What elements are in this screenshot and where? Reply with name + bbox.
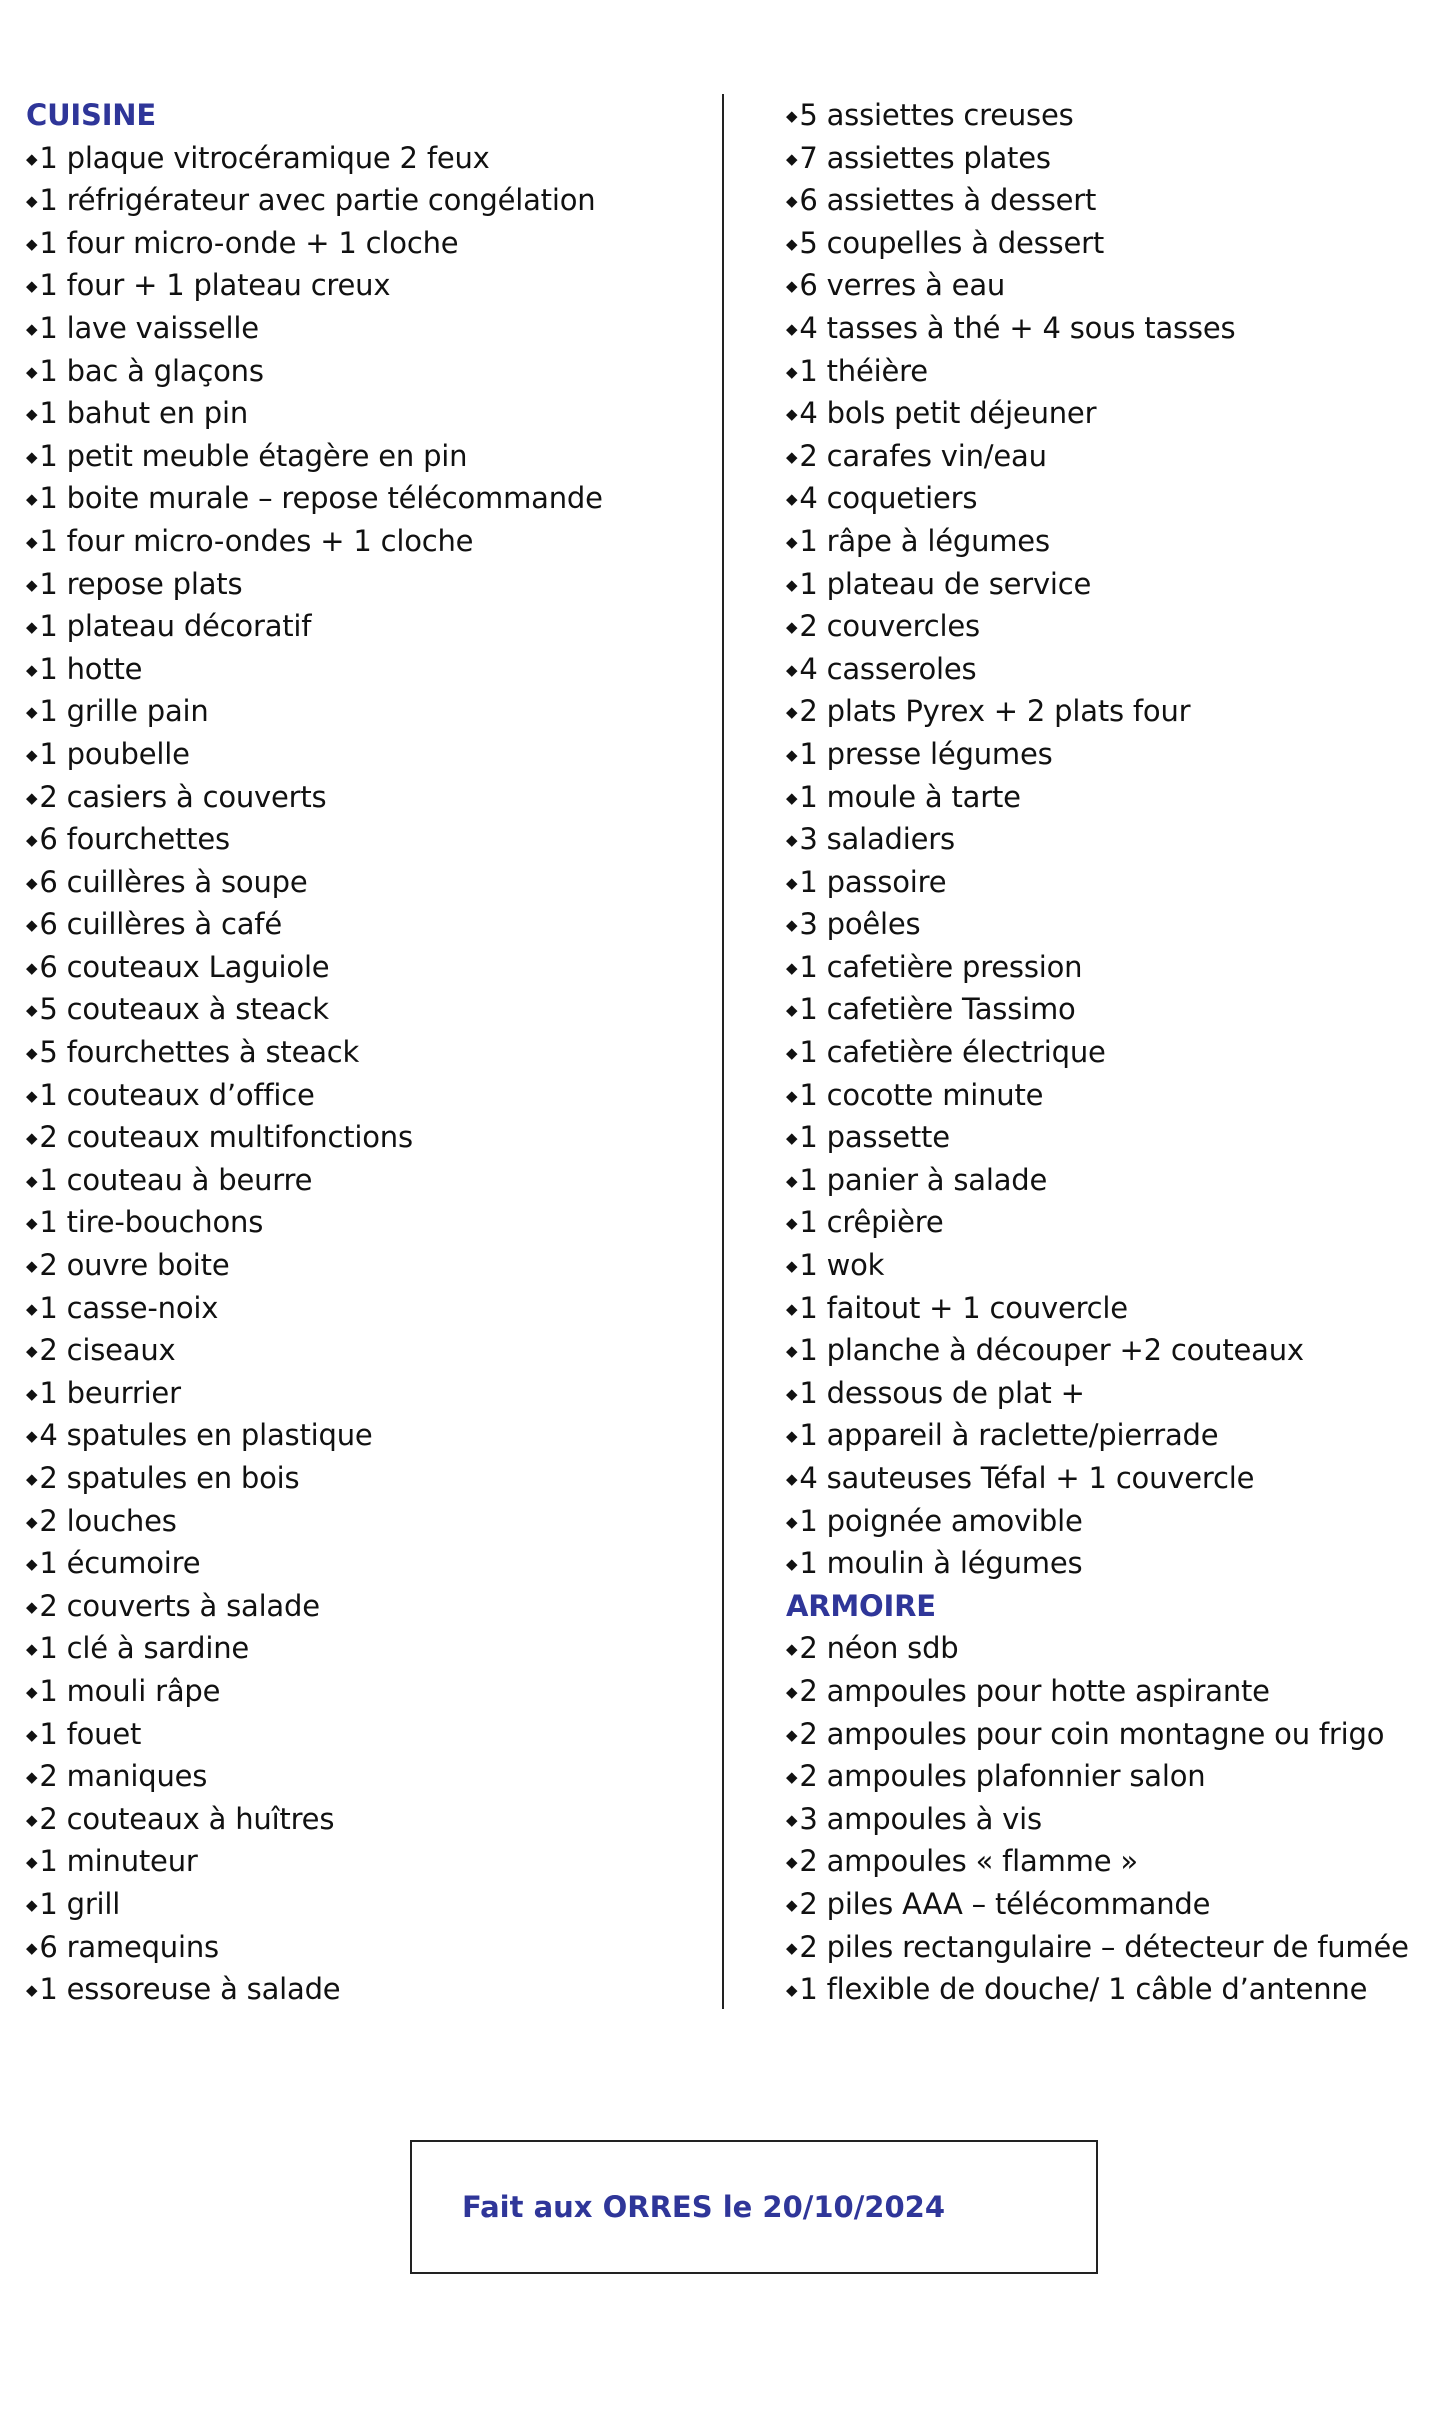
diamond-bullet-icon: ◆ bbox=[786, 149, 798, 168]
diamond-bullet-icon: ◆ bbox=[786, 745, 798, 764]
diamond-bullet-icon: ◆ bbox=[786, 1938, 798, 1957]
list-item bbox=[26, 477, 706, 520]
diamond-bullet-icon: ◆ bbox=[26, 277, 38, 296]
list-item-label: 2 ouvre boite bbox=[39, 1248, 230, 1283]
list-item bbox=[26, 1372, 706, 1415]
diamond-bullet-icon: ◆ bbox=[26, 1682, 38, 1701]
list-item-label: 1 bahut en pin bbox=[39, 396, 249, 431]
list-item bbox=[786, 1670, 1440, 1713]
list-item-label: 2 piles AAA – télécommande bbox=[799, 1886, 1211, 1921]
diamond-bullet-icon: ◆ bbox=[786, 192, 798, 211]
left-column bbox=[26, 94, 706, 2011]
list-item bbox=[26, 1798, 706, 1841]
diamond-bullet-icon: ◆ bbox=[26, 1981, 38, 2000]
list-item bbox=[26, 1926, 706, 1969]
list-item-label: 1 appareil à raclette/pierrade bbox=[799, 1418, 1219, 1453]
list-item bbox=[26, 1627, 706, 1670]
diamond-bullet-icon: ◆ bbox=[786, 447, 798, 466]
list-item bbox=[26, 1883, 706, 1926]
list-item-label: 1 mouli râpe bbox=[39, 1673, 221, 1708]
list-item-label: 5 coupelles à dessert bbox=[799, 225, 1105, 260]
list-item-label: 2 ampoules « flamme » bbox=[799, 1844, 1138, 1879]
list-item-label: 4 casseroles bbox=[799, 651, 977, 686]
column-divider bbox=[722, 94, 724, 2009]
list-item-label: 3 poêles bbox=[799, 907, 921, 942]
list-item-label: 6 couteaux Laguiole bbox=[39, 949, 330, 984]
diamond-bullet-icon: ◆ bbox=[26, 447, 38, 466]
diamond-bullet-icon: ◆ bbox=[786, 788, 798, 807]
diamond-bullet-icon: ◆ bbox=[26, 1044, 38, 1063]
list-item bbox=[786, 350, 1440, 393]
list-item bbox=[26, 1287, 706, 1330]
diamond-bullet-icon: ◆ bbox=[26, 1214, 38, 1233]
list-item-label: 4 bols petit déjeuner bbox=[799, 396, 1097, 431]
list-item bbox=[786, 264, 1440, 307]
diamond-bullet-icon: ◆ bbox=[26, 1384, 38, 1403]
list-item-label: 1 cafetière pression bbox=[799, 949, 1083, 984]
list-item bbox=[786, 733, 1440, 776]
diamond-bullet-icon: ◆ bbox=[786, 319, 798, 338]
list-item-label: 1 beurrier bbox=[39, 1375, 181, 1410]
diamond-bullet-icon: ◆ bbox=[26, 1086, 38, 1105]
list-item bbox=[26, 861, 706, 904]
diamond-bullet-icon: ◆ bbox=[786, 234, 798, 253]
list-item-label: 4 sauteuses Téfal + 1 couvercle bbox=[799, 1461, 1255, 1495]
list-item-label: 5 couteaux à steack bbox=[39, 992, 329, 1027]
list-item bbox=[786, 1500, 1440, 1543]
list-item bbox=[786, 1414, 1440, 1457]
list-item bbox=[26, 222, 706, 265]
list-item bbox=[26, 1201, 706, 1244]
list-item bbox=[786, 1329, 1440, 1372]
list-item bbox=[786, 1244, 1440, 1287]
diamond-bullet-icon: ◆ bbox=[786, 1214, 798, 1233]
list-item bbox=[786, 1159, 1440, 1202]
list-item bbox=[26, 818, 706, 861]
diamond-bullet-icon: ◆ bbox=[26, 1938, 38, 1957]
list-item-label: 1 passette bbox=[799, 1120, 950, 1155]
diamond-bullet-icon: ◆ bbox=[26, 1895, 38, 1914]
diamond-bullet-icon: ◆ bbox=[26, 234, 38, 253]
diamond-bullet-icon: ◆ bbox=[786, 916, 798, 935]
list-item bbox=[26, 1329, 706, 1372]
list-item-label: 1 poignée amovible bbox=[799, 1503, 1083, 1538]
list-item-label: 1 réfrigérateur avec partie congélation bbox=[39, 183, 596, 218]
list-item bbox=[786, 222, 1440, 265]
list-item-label: 1 dessous de plat + bbox=[799, 1375, 1085, 1410]
list-item-label: 1 couteau à beurre bbox=[39, 1162, 313, 1197]
list-item bbox=[26, 137, 706, 180]
list-item-label: 1 planche à découper +2 couteaux bbox=[799, 1333, 1304, 1368]
diamond-bullet-icon: ◆ bbox=[786, 618, 798, 637]
list-item bbox=[786, 1287, 1440, 1330]
list-item-label: 3 ampoules à vis bbox=[799, 1801, 1042, 1836]
list-item-label: 2 plats Pyrex + 2 plats four bbox=[799, 694, 1191, 729]
diamond-bullet-icon: ◆ bbox=[786, 362, 798, 381]
diamond-bullet-icon: ◆ bbox=[26, 405, 38, 424]
list-item-label: 1 flexible de douche/ 1 câble d’antenne bbox=[799, 1972, 1368, 2007]
list-item-label: 2 couteaux multifonctions bbox=[39, 1120, 413, 1155]
list-item bbox=[786, 563, 1440, 606]
list-item-label: 1 râpe à légumes bbox=[799, 523, 1050, 558]
list-item bbox=[786, 1031, 1440, 1074]
section-heading-cuisine: CUISINE bbox=[26, 98, 156, 132]
list-item bbox=[26, 1755, 706, 1798]
list-item-label: 1 four micro-onde + 1 cloche bbox=[39, 225, 459, 260]
list-item bbox=[26, 1840, 706, 1883]
diamond-bullet-icon: ◆ bbox=[786, 575, 798, 594]
list-item bbox=[26, 946, 706, 989]
list-item bbox=[786, 988, 1440, 1031]
diamond-bullet-icon: ◆ bbox=[26, 1001, 38, 1020]
list-item-label: 1 casse-noix bbox=[39, 1290, 219, 1325]
list-item bbox=[786, 1542, 1440, 1585]
diamond-bullet-icon: ◆ bbox=[26, 1257, 38, 1276]
diamond-bullet-icon: ◆ bbox=[26, 149, 38, 168]
section-heading-armoire: ARMOIRE bbox=[786, 1588, 936, 1623]
list-item-label: 6 fourchettes bbox=[39, 822, 230, 857]
diamond-bullet-icon: ◆ bbox=[26, 788, 38, 807]
list-item bbox=[26, 1457, 706, 1500]
list-item-label: 2 couvercles bbox=[799, 609, 980, 644]
list-item bbox=[26, 1031, 706, 1074]
diamond-bullet-icon: ◆ bbox=[26, 1768, 38, 1787]
list-item-label: 5 fourchettes à steack bbox=[39, 1035, 360, 1070]
list-item bbox=[26, 307, 706, 350]
list-item bbox=[786, 1840, 1440, 1883]
list-item-label: 2 louches bbox=[39, 1503, 177, 1538]
list-item-label: 1 passoire bbox=[799, 864, 947, 899]
diamond-bullet-icon: ◆ bbox=[26, 1470, 38, 1488]
diamond-bullet-icon: ◆ bbox=[786, 873, 798, 892]
list-item bbox=[26, 350, 706, 393]
diamond-bullet-icon: ◆ bbox=[26, 1597, 38, 1616]
diamond-bullet-icon: ◆ bbox=[786, 1640, 798, 1659]
list-item-label: 1 four + 1 plateau creux bbox=[39, 268, 391, 303]
list-item-label: 4 coquetiers bbox=[799, 481, 978, 516]
diamond-bullet-icon: ◆ bbox=[26, 1640, 38, 1659]
list-item bbox=[786, 690, 1440, 733]
list-item bbox=[26, 690, 706, 733]
list-item bbox=[786, 520, 1440, 563]
footer-signature-line: Fait aux ORRES le 20/10/2024 bbox=[462, 2190, 946, 2224]
diamond-bullet-icon: ◆ bbox=[786, 1129, 798, 1148]
list-item-label: 2 casiers à couverts bbox=[39, 779, 327, 814]
list-item bbox=[786, 1074, 1440, 1117]
diamond-bullet-icon: ◆ bbox=[786, 1981, 798, 2000]
diamond-bullet-icon: ◆ bbox=[26, 1427, 38, 1446]
list-item-label: 1 petit meuble étagère en pin bbox=[39, 438, 468, 473]
list-item bbox=[26, 179, 706, 222]
list-item-label: 6 verres à eau bbox=[799, 268, 1006, 303]
list-item-label: 6 assiettes à dessert bbox=[799, 183, 1097, 218]
diamond-bullet-icon: ◆ bbox=[786, 660, 798, 679]
list-item-label: 1 couteaux d’office bbox=[39, 1077, 315, 1112]
list-item-label: 1 lave vaisselle bbox=[39, 310, 259, 345]
list-item bbox=[786, 1457, 1440, 1500]
list-item bbox=[786, 776, 1440, 819]
list-item-label: 1 écumoire bbox=[39, 1546, 201, 1581]
list-item bbox=[786, 137, 1440, 180]
list-item-label: 2 maniques bbox=[39, 1759, 208, 1794]
diamond-bullet-icon: ◆ bbox=[26, 1342, 38, 1361]
list-item bbox=[786, 1201, 1440, 1244]
list-item bbox=[26, 435, 706, 478]
list-item-label: 1 essoreuse à salade bbox=[39, 1972, 341, 2007]
list-item-label: 1 repose plats bbox=[39, 566, 243, 601]
list-item bbox=[26, 520, 706, 563]
list-item-label: 2 ciseaux bbox=[39, 1333, 176, 1368]
diamond-bullet-icon: ◆ bbox=[26, 958, 38, 977]
list-item bbox=[26, 1968, 706, 2011]
diamond-bullet-icon: ◆ bbox=[26, 1129, 38, 1148]
list-item-label: 1 plateau de service bbox=[799, 566, 1092, 601]
diamond-bullet-icon: ◆ bbox=[786, 1299, 798, 1318]
list-item bbox=[786, 1926, 1440, 1969]
diamond-bullet-icon: ◆ bbox=[26, 490, 38, 509]
diamond-bullet-icon: ◆ bbox=[26, 362, 38, 381]
list-item-label: 6 ramequins bbox=[39, 1929, 219, 1964]
diamond-bullet-icon: ◆ bbox=[786, 831, 798, 850]
list-item-label: 1 faitout + 1 couvercle bbox=[799, 1290, 1128, 1325]
list-item-label: 2 couverts à salade bbox=[39, 1588, 320, 1623]
diamond-bullet-icon: ◆ bbox=[26, 1853, 38, 1872]
list-item-label: 2 néon sdb bbox=[799, 1631, 959, 1666]
list-item bbox=[26, 605, 706, 648]
list-item bbox=[26, 648, 706, 691]
diamond-bullet-icon: ◆ bbox=[26, 192, 38, 211]
list-item-label: 1 four micro-ondes + 1 cloche bbox=[39, 523, 474, 558]
list-item bbox=[786, 861, 1440, 904]
list-item bbox=[786, 818, 1440, 861]
list-item bbox=[26, 264, 706, 307]
list-item bbox=[26, 903, 706, 946]
list-item bbox=[26, 1159, 706, 1202]
list-item bbox=[786, 94, 1440, 137]
diamond-bullet-icon: ◆ bbox=[26, 660, 38, 679]
list-item-label: 1 plateau décoratif bbox=[39, 609, 312, 644]
list-item-label: 2 piles rectangulaire – détecteur de fumée bbox=[799, 1929, 1409, 1964]
list-item bbox=[26, 1585, 706, 1628]
diamond-bullet-icon: ◆ bbox=[786, 1001, 798, 1020]
diamond-bullet-icon: ◆ bbox=[26, 831, 38, 850]
list-item-label: 4 tasses à thé + 4 sous tasses bbox=[799, 310, 1236, 345]
list-item-label: 1 poubelle bbox=[39, 736, 190, 771]
diamond-bullet-icon: ◆ bbox=[786, 1512, 798, 1531]
diamond-bullet-icon: ◆ bbox=[26, 1171, 38, 1190]
diamond-bullet-icon: ◆ bbox=[786, 277, 798, 296]
list-item bbox=[26, 1414, 706, 1457]
list-item-label: 1 moule à tarte bbox=[799, 779, 1021, 814]
list-item bbox=[26, 1670, 706, 1713]
list-item-label: 5 assiettes creuses bbox=[799, 98, 1074, 132]
list-item bbox=[26, 1116, 706, 1159]
list-item bbox=[26, 392, 706, 435]
list-item bbox=[26, 1500, 706, 1543]
list-item bbox=[786, 1713, 1440, 1756]
list-item-label: 1 plaque vitrocéramique 2 feux bbox=[39, 140, 490, 175]
list-item bbox=[786, 1968, 1440, 2011]
diamond-bullet-icon: ◆ bbox=[786, 703, 798, 722]
list-item bbox=[26, 1542, 706, 1585]
list-item bbox=[786, 1372, 1440, 1415]
diamond-bullet-icon: ◆ bbox=[786, 107, 798, 125]
list-item bbox=[786, 1798, 1440, 1841]
list-item-label: 2 carafes vin/eau bbox=[799, 438, 1047, 473]
list-item-label: 1 boite murale – repose télécommande bbox=[39, 481, 603, 516]
list-item bbox=[786, 307, 1440, 350]
list-item-label: 1 panier à salade bbox=[799, 1162, 1048, 1197]
list-item bbox=[26, 1713, 706, 1756]
list-item bbox=[786, 648, 1440, 691]
diamond-bullet-icon: ◆ bbox=[26, 1555, 38, 1574]
diamond-bullet-icon: ◆ bbox=[786, 1171, 798, 1190]
list-item bbox=[786, 1627, 1440, 1670]
diamond-bullet-icon: ◆ bbox=[786, 1768, 798, 1787]
list-item-label: 6 cuillères à café bbox=[39, 907, 282, 942]
diamond-bullet-icon: ◆ bbox=[26, 1512, 38, 1531]
list-item-label: 1 hotte bbox=[39, 651, 143, 686]
list-item bbox=[26, 1244, 706, 1287]
list-item-label: 1 minuteur bbox=[39, 1844, 198, 1879]
right-column bbox=[786, 94, 1440, 2011]
diamond-bullet-icon: ◆ bbox=[26, 916, 38, 935]
list-item-label: 1 cafetière électrique bbox=[799, 1035, 1106, 1070]
list-item bbox=[26, 733, 706, 776]
diamond-bullet-icon: ◆ bbox=[786, 1470, 798, 1488]
list-item bbox=[26, 776, 706, 819]
list-item-label: 3 saladiers bbox=[799, 822, 955, 857]
diamond-bullet-icon: ◆ bbox=[786, 1810, 798, 1829]
list-item-label: 1 grille pain bbox=[39, 694, 209, 729]
diamond-bullet-icon: ◆ bbox=[26, 575, 38, 594]
diamond-bullet-icon: ◆ bbox=[786, 1427, 798, 1446]
list-item-label: 6 cuillères à soupe bbox=[39, 864, 308, 899]
diamond-bullet-icon: ◆ bbox=[26, 1810, 38, 1829]
diamond-bullet-icon: ◆ bbox=[26, 1725, 38, 1744]
diamond-bullet-icon: ◆ bbox=[786, 1257, 798, 1276]
list-item bbox=[786, 435, 1440, 478]
list-item-label: 2 couteaux à huîtres bbox=[39, 1801, 335, 1836]
list-item-label: 2 spatules en bois bbox=[39, 1461, 300, 1495]
list-item-label: 1 théière bbox=[799, 353, 928, 388]
list-item-label: 1 fouet bbox=[39, 1716, 142, 1751]
diamond-bullet-icon: ◆ bbox=[26, 319, 38, 338]
list-item bbox=[26, 1074, 706, 1117]
list-item bbox=[786, 1755, 1440, 1798]
diamond-bullet-icon: ◆ bbox=[786, 1086, 798, 1105]
diamond-bullet-icon: ◆ bbox=[786, 405, 798, 424]
list-item-label: 7 assiettes plates bbox=[799, 140, 1051, 175]
list-item bbox=[786, 605, 1440, 648]
diamond-bullet-icon: ◆ bbox=[786, 1384, 798, 1403]
list-item-label: 4 spatules en plastique bbox=[39, 1418, 373, 1453]
diamond-bullet-icon: ◆ bbox=[786, 1853, 798, 1872]
diamond-bullet-icon: ◆ bbox=[786, 1555, 798, 1574]
list-item bbox=[786, 477, 1440, 520]
list-item bbox=[786, 1883, 1440, 1926]
list-item-label: 1 presse légumes bbox=[799, 736, 1053, 771]
list-item-label: 1 clé à sardine bbox=[39, 1631, 250, 1666]
diamond-bullet-icon: ◆ bbox=[786, 490, 798, 509]
diamond-bullet-icon: ◆ bbox=[26, 703, 38, 722]
diamond-bullet-icon: ◆ bbox=[26, 532, 38, 551]
list-item bbox=[26, 563, 706, 606]
list-item-label: 1 cocotte minute bbox=[799, 1077, 1044, 1112]
diamond-bullet-icon: ◆ bbox=[26, 618, 38, 637]
diamond-bullet-icon: ◆ bbox=[786, 1725, 798, 1744]
diamond-bullet-icon: ◆ bbox=[786, 1895, 798, 1914]
diamond-bullet-icon: ◆ bbox=[26, 1299, 38, 1318]
list-item bbox=[786, 179, 1440, 222]
list-item bbox=[786, 946, 1440, 989]
list-item-label: 1 tire-bouchons bbox=[39, 1205, 264, 1240]
list-item-label: 1 wok bbox=[799, 1248, 885, 1283]
list-item-label: 2 ampoules pour hotte aspirante bbox=[799, 1673, 1270, 1708]
list-item bbox=[26, 988, 706, 1031]
list-item-label: 1 cafetière Tassimo bbox=[799, 992, 1076, 1027]
list-item-label: 1 moulin à légumes bbox=[799, 1546, 1083, 1581]
footer-box bbox=[410, 2140, 1098, 2274]
diamond-bullet-icon: ◆ bbox=[786, 1044, 798, 1063]
diamond-bullet-icon: ◆ bbox=[786, 1342, 798, 1361]
list-item-label: 1 bac à glaçons bbox=[39, 353, 264, 388]
list-item bbox=[786, 392, 1440, 435]
list-item-label: 1 crêpière bbox=[799, 1205, 944, 1240]
diamond-bullet-icon: ◆ bbox=[786, 532, 798, 551]
list-item bbox=[786, 1116, 1440, 1159]
diamond-bullet-icon: ◆ bbox=[786, 958, 798, 977]
diamond-bullet-icon: ◆ bbox=[26, 873, 38, 892]
list-item bbox=[786, 903, 1440, 946]
list-item-label: 2 ampoules pour coin montagne ou frigo bbox=[799, 1716, 1385, 1751]
list-item-label: 1 grill bbox=[39, 1886, 121, 1921]
list-item-label: 2 ampoules plafonnier salon bbox=[799, 1759, 1206, 1794]
diamond-bullet-icon: ◆ bbox=[786, 1682, 798, 1701]
diamond-bullet-icon: ◆ bbox=[26, 745, 38, 764]
